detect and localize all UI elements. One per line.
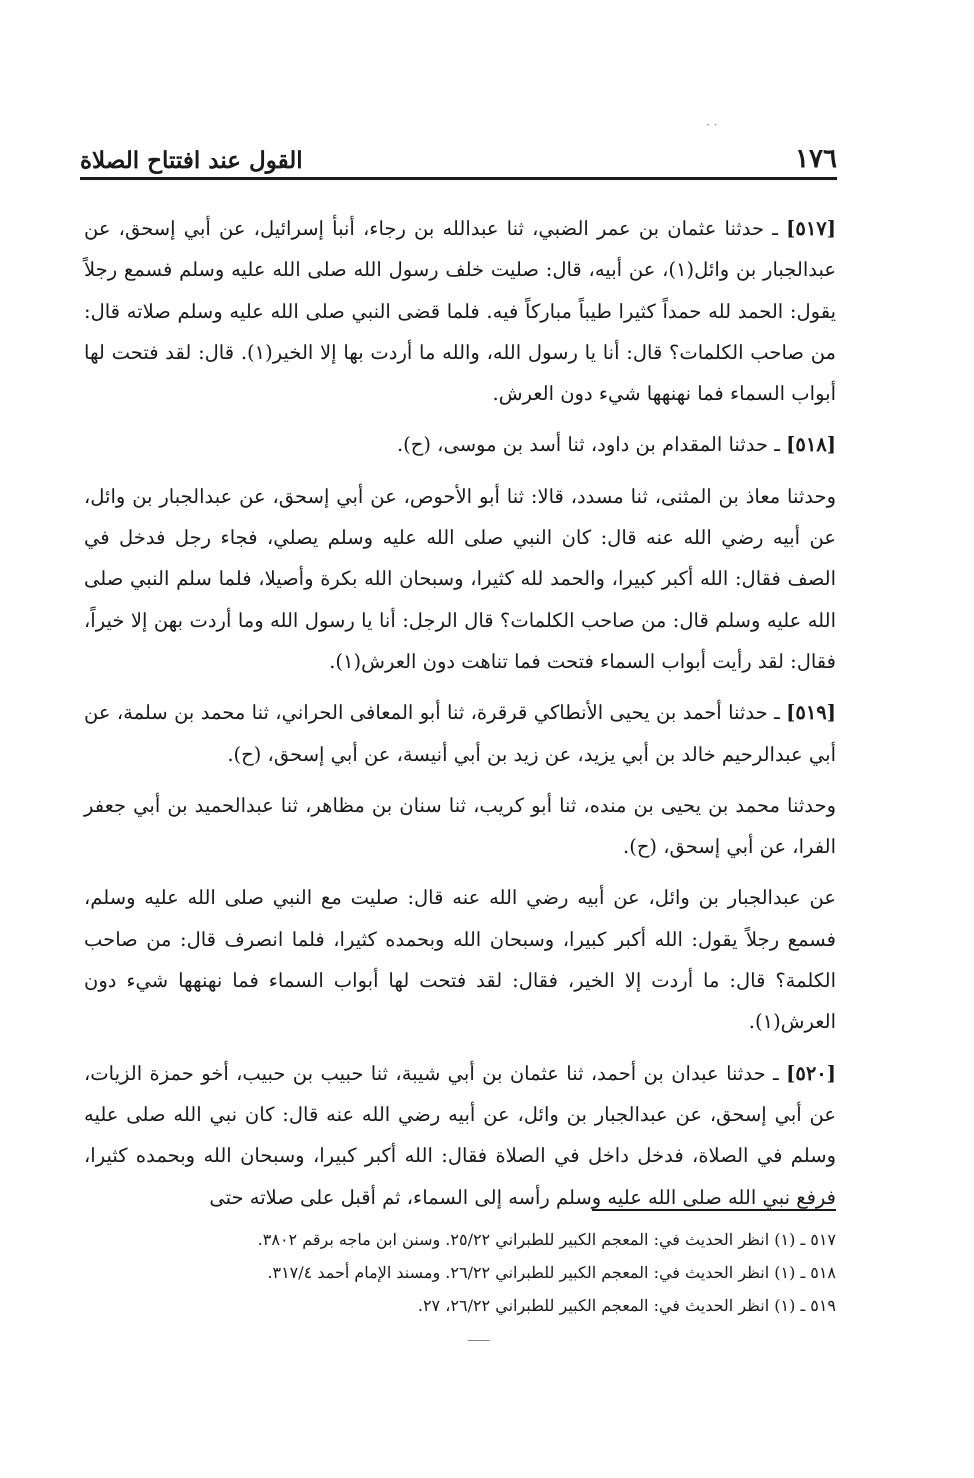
hadith-number: [٥٢٠] bbox=[786, 1061, 836, 1085]
hadith-518 bbox=[84, 424, 836, 465]
hadith-text: ـ حدثنا المقدام بن داود، ثنا أسد بن موسى، (ح). bbox=[396, 433, 787, 457]
header-rule bbox=[80, 177, 837, 180]
footnote-518: ٥١٨ ـ (١) انظر الحديث في: المعجم الكبير للطبراني ٢٦/٢٢. ومسند الإمام أحمد ٣١٧/٤. bbox=[267, 1263, 836, 1282]
hadith-number: [٥١٩] bbox=[786, 701, 836, 725]
hadith-text: عن عبدالجبار بن وائل، عن أبيه رضي الله عنه قال: صليت مع النبي صلى الله عليه وسلم، فسمع رجلاً يقول: الله أكبر كبيرا، وسبحان الله وبحمده كثيرا، فلما انصرف قال: من صاحب الكلمة؟ قال: ما أردت إلا الخير، فقال: لقد فتحت لها أبواب السماء فما نهنهها شيء دون العرش(١). bbox=[84, 886, 836, 1034]
hadith-text: ـ حدثنا أحمد بن يحيى الأنطاكي قرقرة، ثنا أبو المعافى الحراني، ثنا محمد بن سلمة، عن أبي عبدالرحيم خالد بن أبي يزيد، عن زيد بن أبي أنيسة، عن أبي إسحق، (ح). bbox=[84, 701, 836, 766]
hadith-517 bbox=[84, 208, 836, 414]
scan-mark bbox=[468, 1340, 490, 1341]
page-header bbox=[80, 132, 837, 174]
hadith-text: ـ حدثنا عبدان بن أحمد، ثنا عثمان بن أبي شيبة، ثنا حبيب بن حبيب، أخو حمزة الزيات، عن أبي إسحق، عن عبدالجبار بن وائل، عن أبيه رضي الله عنه قال: كان نبي الله صلى عليه وسلم في الصلاة، فدخل داخل في الصلاة فقال: الله أكبر كبيرا، وسبحان الله وبحمده كثيرا، فرفع نبي الله صلى الله عليه وسلم رأسه إلى السماء، ثم أقبل على صلاته حتى bbox=[84, 1061, 836, 1209]
footnotes bbox=[84, 1223, 836, 1322]
hadith-number: [٥١٧] bbox=[786, 217, 836, 240]
page-number: ١٧٦ bbox=[795, 144, 837, 174]
hadith-519-matn bbox=[84, 877, 836, 1042]
footnote-517: ٥١٧ ـ (١) انظر الحديث في: المعجم الكبير للطبراني ٢٥/٢٢. وسنن ابن ماجه برقم ٣٨٠٢. bbox=[257, 1230, 836, 1249]
hadith-519-chain-2 bbox=[84, 785, 836, 868]
hadith-518-continued bbox=[84, 476, 836, 682]
hadith-text: ـ حدثنا عثمان بن عمر الضبي، ثنا عبدالله بن رجاء، أنبأ إسرائيل، عن أبي إسحق، عن عبدالجبار بن وائل(١)، عن أبيه، قال: صليت خلف رسول الله صلى الله عليه وسلم فسمع رجلاً يقول: الحمد لله حمداً كثيرا طيباً مباركاً فيه. فلما قضى النبي صلى الله عليه وسلم صلاته قال: من صاحب الكلمات؟ قال: أنا يا رسول الله، والله ما أردت بها إلا الخير(١). قال: لقد فتحت لها أبواب السماء فما نهنهها شيء دون العرش. bbox=[84, 217, 837, 406]
hadith-520 bbox=[84, 1053, 836, 1218]
hadith-519 bbox=[84, 692, 836, 775]
hadith-text: وحدثنا محمد بن يحيى بن منده، ثنا أبو كريب، ثنا سنان بن مظاهر، ثنا عبدالحميد بن أبي جعفر الفرا، عن أبي إسحق، (ح). bbox=[84, 793, 836, 859]
body-text bbox=[84, 208, 836, 1228]
hadith-number: [٥١٨] bbox=[786, 433, 836, 457]
scan-speck: · · bbox=[706, 118, 718, 132]
hadith-text: وحدثنا معاذ بن المثنى، ثنا مسدد، قالا: ثنا أبو الأحوص، عن أبي إسحق، عن عبدالجبار بن وائل، عن أبيه رضي الله عنه قال: كان النبي صلى الله عليه وسلم يصلي، فجاء رجل فدخل في الصف فقال: الله أكبر كبيرا، والحمد لله كثيرا، وسبحان الله بكرة وأصيلا، فلما سلم النبي صلى الله عليه وسلم قال: من صاحب الكلمات؟ قال الرجل: أنا يا رسول الله وما أردت بهن إلا خيراً، فقال: لقد رأيت أبواب السماء فتحت فما تناهت دون العرش(١). bbox=[84, 484, 836, 673]
running-title: القول عند افتتاح الصلاة bbox=[80, 147, 303, 174]
footnote-519: ٥١٩ ـ (١) انظر الحديث في: المعجم الكبير للطبراني ٢٦/٢٢، ٢٧. bbox=[417, 1296, 836, 1315]
footnote-rule bbox=[592, 1209, 836, 1211]
